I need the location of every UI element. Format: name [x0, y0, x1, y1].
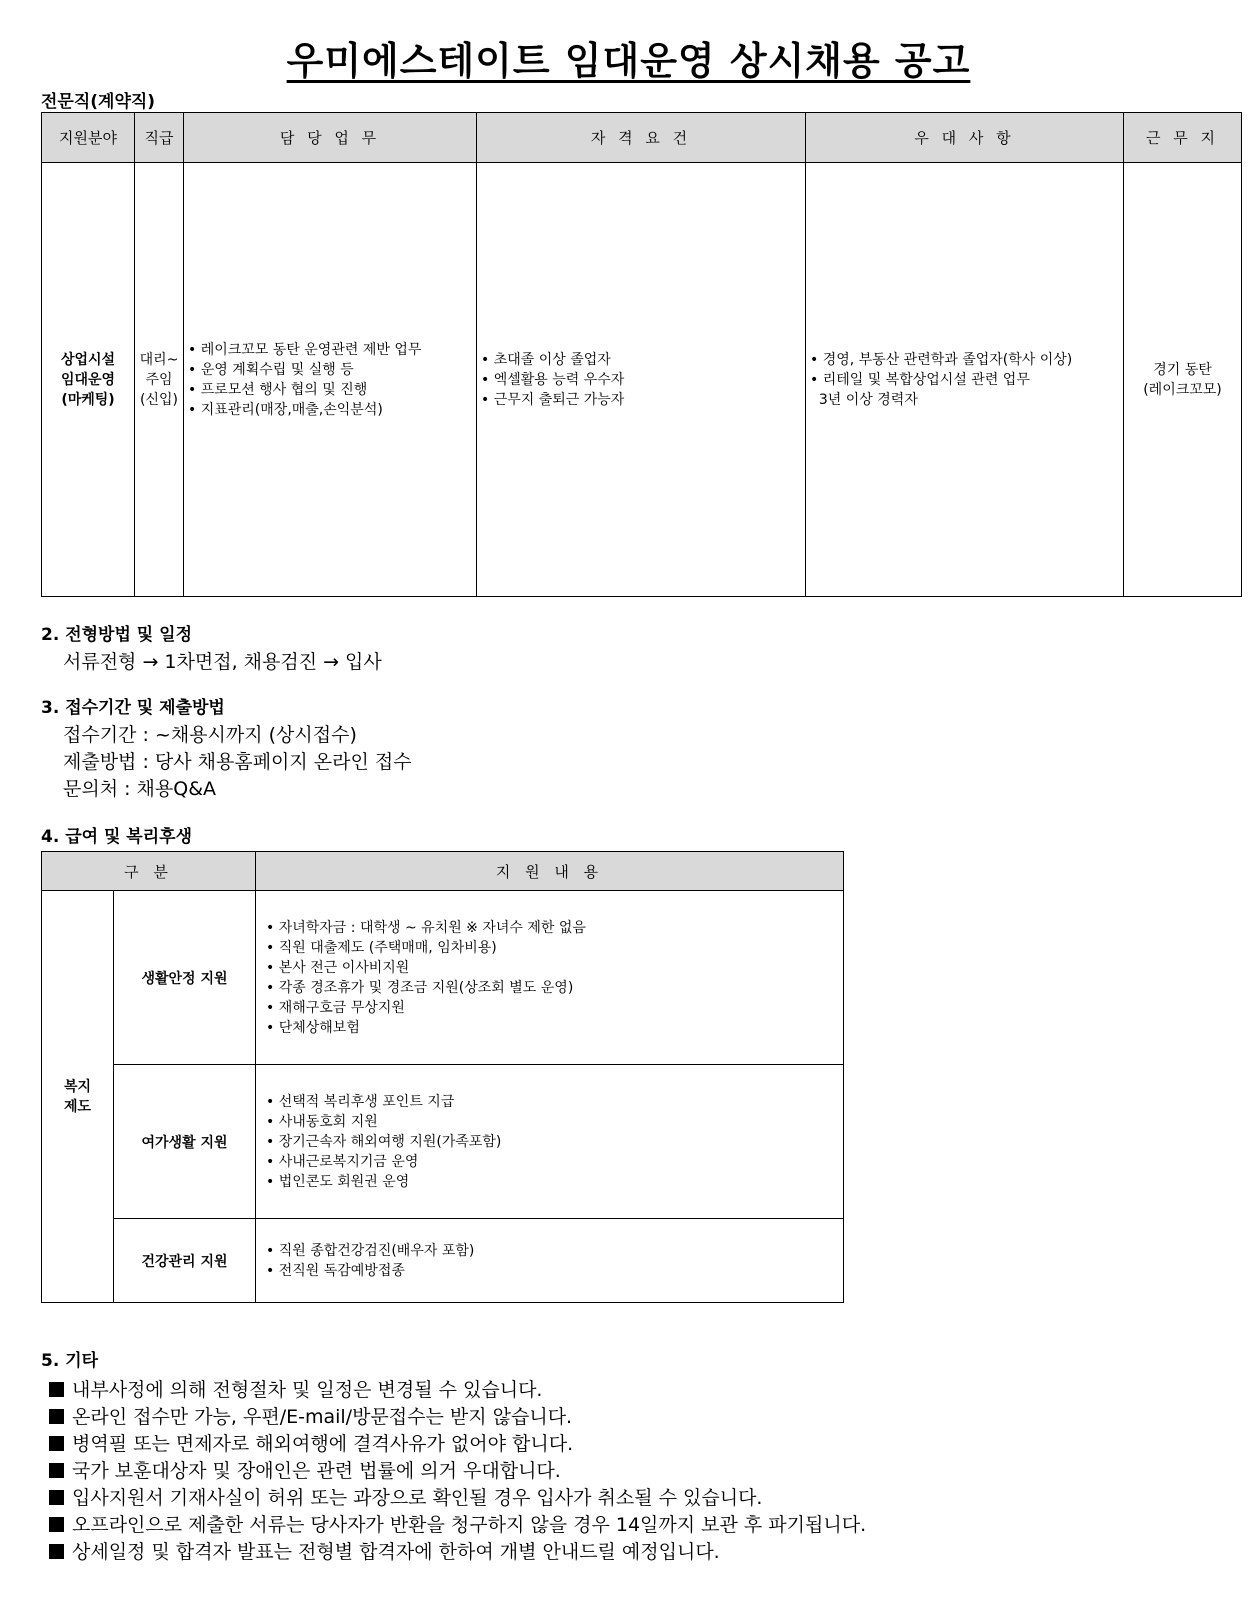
note-item: 국가 보훈대상자 및 장애인은 관련 법률에 의거 우대합니다. — [41, 1458, 866, 1485]
square-bullet-icon — [49, 1517, 64, 1532]
header-location: 근 무 지 — [1124, 113, 1242, 163]
header-qualifications: 자 격 요 건 — [477, 113, 806, 163]
square-bullet-icon — [49, 1463, 64, 1478]
header-field: 지원분야 — [42, 113, 135, 163]
header-category: 구 분 — [42, 852, 256, 891]
job-duties: • 레이크꼬모 동탄 운영관련 제반 업무 • 운영 계획수립 및 실행 등 • 프로모션 행사 협의 및 진행 • 지표관리(매장,매출,손익분석) — [184, 163, 477, 597]
benefit-group-name: 건강관리 지원 — [114, 1219, 256, 1303]
header-content: 지 원 내 용 — [256, 852, 844, 891]
job-location: 경기 동탄 (레이크꼬모) — [1124, 163, 1242, 597]
benefit-group-items: • 자녀학자금 : 대학생 ~ 유치원 ※ 자녀수 제한 없음 • 직원 대출제도 (주택매매, 임차비용) • 본사 전근 이사비지원 • 각종 경조휴가 및 경조금 지원(상조회 별도 운영) • 재해구호금 무상지원 • 단체상해보험 — [256, 891, 844, 1065]
section-benefits-heading: 4. 급여 및 복리후생 — [41, 827, 192, 847]
header-rank: 직급 — [135, 113, 184, 163]
benefits-row — [42, 1219, 844, 1303]
note-item: 병역필 또는 면제자로 해외여행에 결격사유가 없어야 합니다. — [41, 1431, 866, 1458]
benefits-table — [41, 851, 844, 1303]
section1-label: 전문직(계약직) — [41, 92, 156, 112]
note-item: 입사지원서 기재사실이 허위 또는 과장으로 확인될 경우 입사가 취소될 수 있습니다. — [41, 1485, 866, 1512]
job-preferences: • 경영, 부동산 관련학과 졸업자(학사 이상) • 리테일 및 복합상업시설 관련 업무 3년 이상 경력자 — [806, 163, 1124, 597]
job-row — [42, 163, 1242, 597]
section-process — [41, 620, 382, 676]
note-item: 오프라인으로 제출한 서류는 당사자가 반환을 청구하지 않을 경우 14일까지 보관 후 파기됩니다. — [41, 1512, 866, 1539]
application-contact: 문의처 : 채용Q&A — [63, 778, 217, 800]
job-table — [41, 112, 1242, 597]
section-application-heading: 3. 접수기간 및 제출방법 — [41, 698, 225, 718]
square-bullet-icon — [49, 1382, 64, 1397]
section-etc — [41, 1346, 866, 1566]
note-item: 상세일정 및 합격자 발표는 전형별 합격자에 한하여 개별 안내드릴 예정입니다. — [41, 1539, 866, 1566]
section-application — [41, 693, 412, 803]
job-rank: 대리~ 주임 (신입) — [135, 163, 184, 597]
square-bullet-icon — [49, 1490, 64, 1505]
benefits-category: 복지 제도 — [42, 891, 114, 1303]
benefit-group-name: 여가생활 지원 — [114, 1065, 256, 1219]
job-field: 상업시설 임대운영 (마케팅) — [42, 163, 135, 597]
note-item: 내부사정에 의해 전형절차 및 일정은 변경될 수 있습니다. — [41, 1377, 866, 1404]
benefits-header — [42, 852, 844, 891]
header-preferences: 우 대 사 항 — [806, 113, 1124, 163]
square-bullet-icon — [49, 1409, 64, 1424]
application-period: 접수기간 : ~채용시까지 (상시접수) — [63, 724, 357, 746]
benefit-group-items: • 직원 종합건강검진(배우자 포함) • 전직원 독감예방접종 — [256, 1219, 844, 1303]
application-method: 제출방법 : 당사 채용홈페이지 온라인 접수 — [63, 751, 412, 773]
benefits-row — [42, 1065, 844, 1219]
job-table-header — [42, 113, 1242, 163]
benefits-row — [42, 891, 844, 1065]
page-title: 우미에스테이트 임대운영 상시채용 공고 — [286, 39, 971, 83]
square-bullet-icon — [49, 1544, 64, 1559]
section-etc-heading: 5. 기타 — [41, 1351, 99, 1371]
section-process-line: 서류전형 → 1차면접, 채용검진 → 입사 — [63, 651, 382, 673]
note-item: 온라인 접수만 가능, 우편/E-mail/방문접수는 받지 않습니다. — [41, 1404, 866, 1431]
benefit-group-name: 생활안정 지원 — [114, 891, 256, 1065]
header-duties: 담 당 업 무 — [184, 113, 477, 163]
square-bullet-icon — [49, 1436, 64, 1451]
benefit-group-items: • 선택적 복리후생 포인트 지급 • 사내동호회 지원 • 장기근속자 해외여행 지원(가족포함) • 사내근로복지기금 운영 • 법인콘도 회원권 운영 — [256, 1065, 844, 1219]
job-qualifications: • 초대졸 이상 졸업자 • 엑셀활용 능력 우수자 • 근무지 출퇴근 가능자 — [477, 163, 806, 597]
section-process-heading: 2. 전형방법 및 일정 — [41, 625, 192, 645]
